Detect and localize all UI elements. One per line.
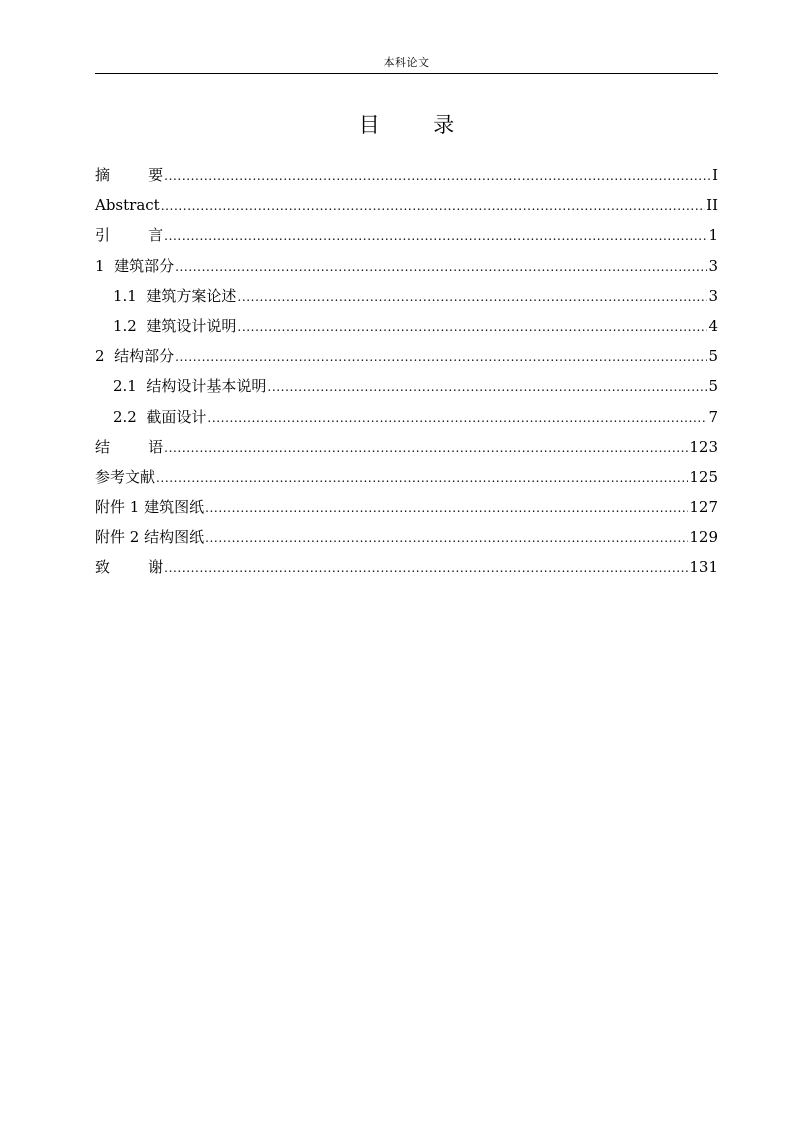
header-rule	[95, 73, 718, 74]
toc-title: 目 录	[358, 113, 455, 137]
toc-dot-leader	[237, 282, 707, 312]
toc-dot-leader	[164, 221, 707, 251]
toc-dot-leader	[164, 553, 688, 583]
toc-entry-page: 7	[708, 407, 718, 426]
toc-dot-leader	[175, 252, 707, 282]
toc-entry-page: 131	[689, 558, 718, 577]
toc-entry-label: 引 言	[95, 226, 164, 245]
toc-dot-leader	[156, 463, 688, 493]
toc-entry-conclusion[interactable]	[95, 432, 718, 462]
toc-entry-section-2-1[interactable]	[95, 371, 718, 401]
toc-entry-label: Abstract	[95, 196, 160, 215]
toc-entry-page: 5	[708, 347, 718, 366]
toc-entry-page: 5	[708, 377, 718, 396]
toc-dot-leader	[205, 523, 688, 553]
toc-entry-label: 参考文献	[95, 467, 156, 486]
toc-entry-page: 3	[708, 286, 718, 305]
toc-dot-leader	[267, 372, 707, 402]
toc-entry-label: 1.1 建筑方案论述	[113, 286, 237, 305]
toc-entry-chapter-1[interactable]	[95, 251, 718, 281]
toc-entry-page: 127	[689, 498, 718, 517]
toc-entry-page: I	[712, 166, 718, 184]
toc-entry-label: 结 语	[95, 437, 164, 456]
toc-entry-abstract-en[interactable]	[95, 190, 718, 220]
toc-dot-leader	[161, 191, 705, 221]
toc-entry-page: 1	[708, 226, 718, 245]
toc-entry-page: 123	[689, 437, 718, 456]
toc-entry-page: 3	[708, 256, 718, 275]
toc-entry-references[interactable]	[95, 462, 718, 492]
toc-entry-label: 附件 2 结构图纸	[95, 528, 205, 547]
toc-entry-page: 4	[708, 316, 718, 335]
toc-entry-label: 2.2 截面设计	[113, 407, 207, 426]
toc-entry-section-1-1[interactable]	[95, 281, 718, 311]
toc-entry-page: 129	[689, 528, 718, 547]
toc-entry-label: 摘 要	[95, 166, 164, 184]
toc-entry-introduction[interactable]	[95, 220, 718, 250]
toc-entry-label: 2 结构部分	[95, 347, 175, 366]
toc-entry-appendix-2[interactable]	[95, 522, 718, 552]
toc-entry-chapter-2[interactable]	[95, 341, 718, 371]
toc-entry-acknowledgements[interactable]	[95, 552, 718, 582]
running-header: 本科论文	[383, 56, 430, 69]
toc-entry-label: 1.2 建筑设计说明	[113, 316, 237, 335]
toc-list	[95, 160, 718, 583]
toc-entry-section-1-2[interactable]	[95, 311, 718, 341]
toc-entry-page: 125	[689, 467, 718, 486]
toc-dot-leader	[205, 493, 688, 523]
toc-dot-leader	[175, 342, 707, 372]
toc-dot-leader	[207, 403, 707, 433]
toc-entry-appendix-1[interactable]	[95, 492, 718, 522]
toc-dot-leader	[164, 433, 688, 463]
toc-dot-leader	[164, 161, 711, 191]
toc-dot-leader	[237, 312, 707, 342]
toc-entry-page: II	[706, 196, 718, 215]
toc-entry-label: 2.1 结构设计基本说明	[113, 377, 267, 396]
toc-entry-label: 1 建筑部分	[95, 256, 175, 275]
toc-entry-section-2-2[interactable]	[95, 402, 718, 432]
toc-entry-abstract-cn[interactable]	[95, 160, 718, 190]
toc-entry-label: 致 谢	[95, 558, 164, 577]
toc-entry-label: 附件 1 建筑图纸	[95, 498, 205, 517]
